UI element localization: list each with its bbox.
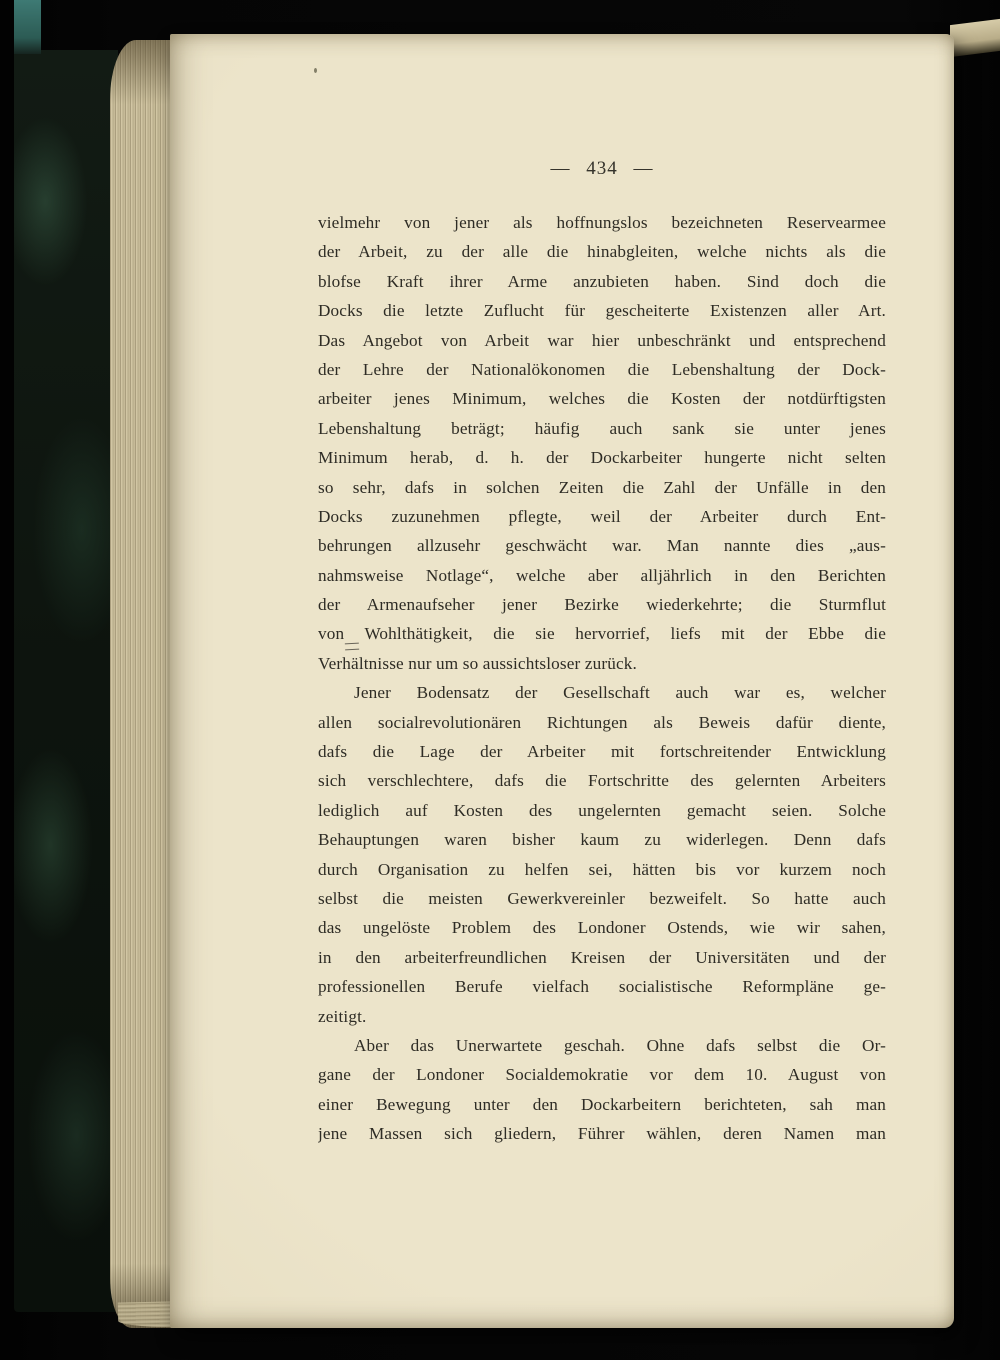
paragraph xyxy=(318,208,886,678)
book-cover-corner xyxy=(14,0,41,54)
text-line: behrungen allzusehr geschwächt war. Man nannte dies „aus- xyxy=(318,536,886,556)
text-line: lediglich auf Kosten des ungelernten gemacht seien. Solche xyxy=(318,800,886,820)
text-line: Minimum herab, d. h. der Dockarbeiter hungerte nicht selten xyxy=(318,448,886,468)
text-line: der Lehre der Nationalökonomen die Lebenshaltung der Dock- xyxy=(318,359,886,379)
text-line: einer Bewegung unter den Dockarbeitern berichteten, sah man xyxy=(318,1094,886,1114)
text-line: nahmsweise Notlage“, welche aber alljährlich in den Berichten xyxy=(318,565,886,585)
text-line: Behauptungen waren bisher kaum zu widerlegen. Denn dafs xyxy=(318,830,886,850)
text-line: so sehr, dafs in solchen Zeiten die Zahl der Unfälle in den xyxy=(318,477,886,497)
text-line: vielmehr von jener als hoffnungslos bezeichneten Reservearmee xyxy=(318,213,886,232)
text-line: in den arbeiterfreundlichen Kreisen der Universitäten und der xyxy=(318,947,886,967)
text-line: blofse Kraft ihrer Arme anzubieten haben. Sind doch die xyxy=(318,271,886,291)
page-number: — 434 — xyxy=(550,158,654,179)
text-line: jene Massen sich gliedern, Führer wählen, deren Namen man xyxy=(318,1124,886,1144)
text-line: arbeiter jenes Minimum, welches die Kosten der notdürftigsten xyxy=(318,389,886,409)
text-line: sich verschlechtere, dafs die Fortschritte des gelernten Arbeiters xyxy=(318,771,886,791)
text-line: Lebenshaltung beträgt; häufig auch sank sie unter jenes xyxy=(318,418,886,438)
text-line: Docks die letzte Zuflucht für gescheiterte Existenzen aller Art. xyxy=(318,301,886,321)
text-line: gane der Londoner Socialdemokratie vor dem 10. August von xyxy=(318,1065,886,1085)
text-line: professionellen Berufe vielfach socialistische Reformpläne ge- xyxy=(318,977,886,997)
text-line: Docks zuzunehmen pflegte, weil der Arbeiter durch Ent- xyxy=(318,506,886,526)
book-cover xyxy=(14,50,118,1312)
text-line: Das Angebot von Arbeit war hier unbeschränkt und entsprechend xyxy=(318,330,886,350)
text-line: dafs die Lage der Arbeiter mit fortschreitender Entwicklung xyxy=(318,742,886,762)
text-line: Verhältnisse nur um so aussichtsloser zurück. xyxy=(318,653,637,673)
text-line: Aber das Unerwartete geschah. Ohne dafs selbst die Or- xyxy=(354,1035,886,1055)
text-line: Jener Bodensatz der Gesellschaft auch war es, welcher xyxy=(354,683,886,703)
text-line: das ungelöste Problem des Londoner Ostends, wie wir sahen, xyxy=(318,918,886,938)
text-line: allen socialrevolutionären Richtungen als Beweis dafür diente, xyxy=(318,712,886,732)
handwritten-mark xyxy=(345,643,359,651)
facing-page-sliver xyxy=(950,19,1000,57)
text-line: der Arbeit, zu der alle die hinabgleiten, welche nichts als die xyxy=(318,242,886,262)
text-line: von Wohlthätigkeit, die sie hervorrief, liefs mit der Ebbe die xyxy=(318,624,886,644)
text-line: zeitigt. xyxy=(318,1006,367,1026)
text-line: der Armenaufseher jener Bezirke wiederkehrte; die Sturmflut xyxy=(318,595,886,615)
book-page xyxy=(170,34,954,1328)
paragraph xyxy=(318,678,886,1031)
paragraph xyxy=(318,1031,886,1149)
ink-speck xyxy=(314,68,317,73)
text-block xyxy=(318,208,886,1149)
text-line: durch Organisation zu helfen sei, hätten bis vor kurzem noch xyxy=(318,859,886,879)
text-line: selbst die meisten Gewerkvereinler bezweifelt. So hatte auch xyxy=(318,888,886,908)
